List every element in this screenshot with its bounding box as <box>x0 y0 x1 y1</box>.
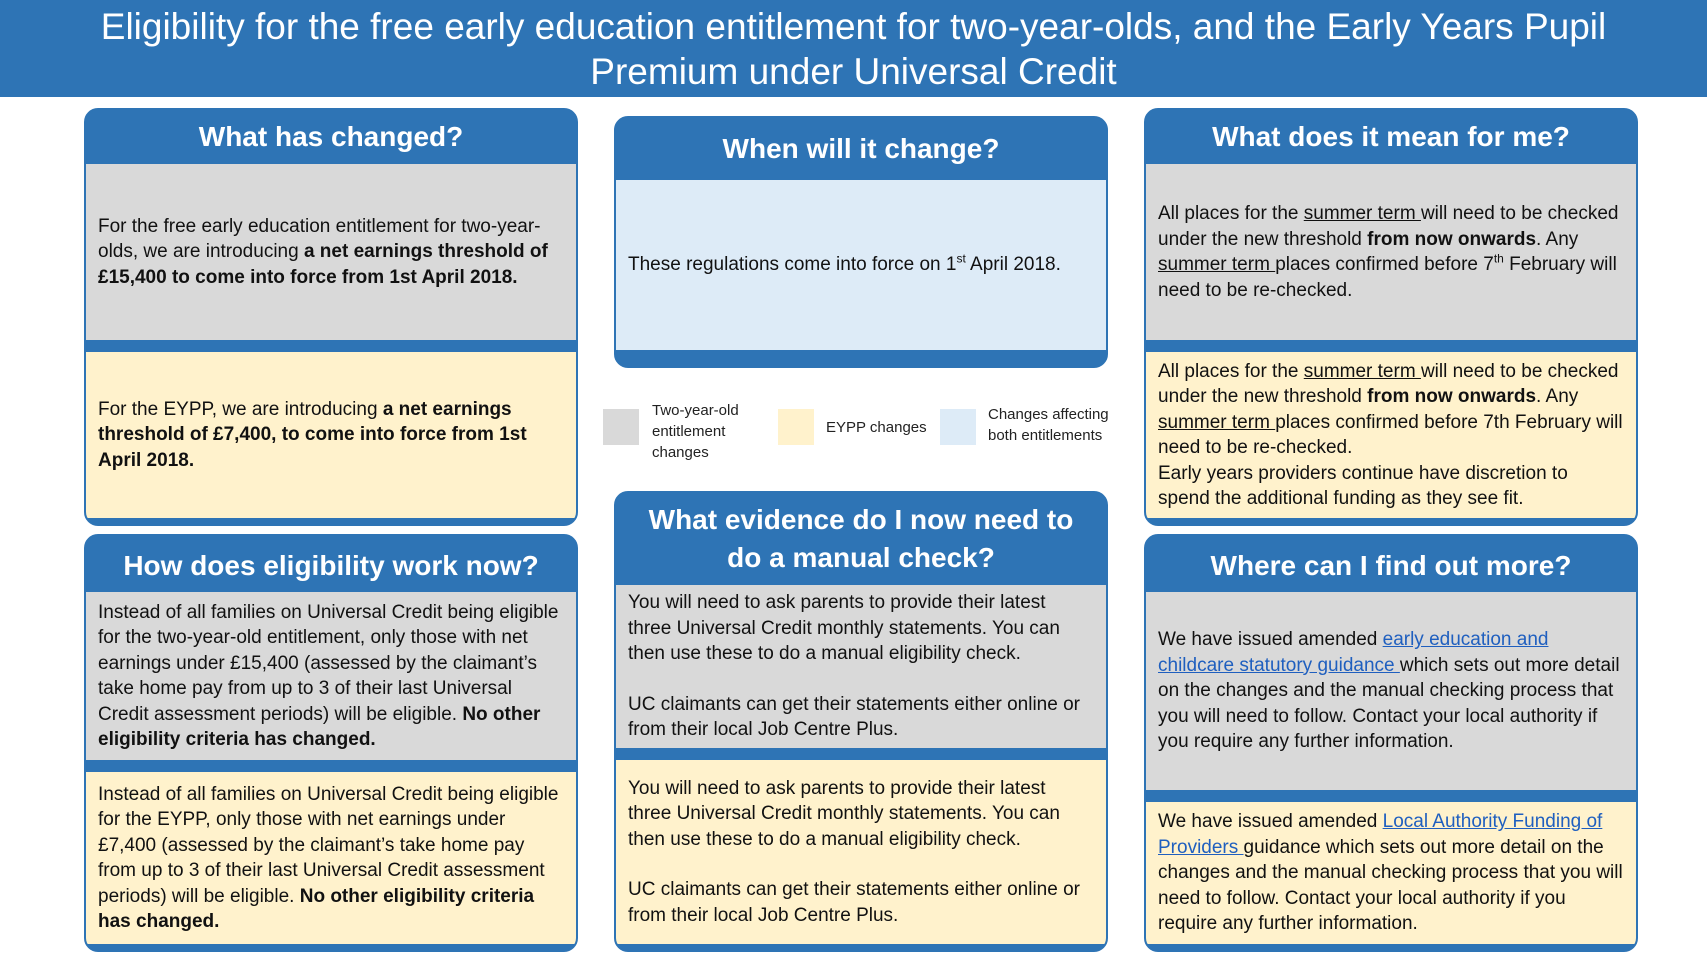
page-title-line2: Premium under Universal Credit <box>590 51 1117 92</box>
eligibility-eypp-section <box>86 772 576 944</box>
divider <box>86 340 576 352</box>
mean-two-year-section <box>1146 164 1636 340</box>
divider <box>1146 790 1636 802</box>
la-funding-providers-link[interactable]: Local Authority Funding of Providers <box>1158 811 1603 858</box>
legend-both-label: Changes affecting both entitlements <box>988 406 1109 444</box>
title-banner <box>0 0 1707 97</box>
page-title-line1: Eligibility for the free early education entitlement for two-year-olds, and the Early Years Pupil <box>100 6 1607 47</box>
when-will-it-change-panel <box>614 116 1108 368</box>
what-evidence-heading: What evidence do I now need to do a manual check? <box>648 504 1074 573</box>
what-changed-two-year-section <box>86 164 576 340</box>
eligibility-two-year-section <box>86 592 576 760</box>
legend-blue-swatch <box>940 409 976 445</box>
mean-two-year-text: All places for the summer term will need to be checked under the new threshold from now onwards. Any summer term places confirmed before 7th February will need to be re-checked. <box>1158 203 1619 301</box>
what-has-changed-heading: What has changed? <box>198 121 464 152</box>
legend-grey-swatch <box>603 409 639 445</box>
when-change-text: These regulations come into force on 1st April 2018. <box>628 251 1061 276</box>
divider <box>86 760 576 772</box>
how-does-eligibility-work-panel <box>84 534 578 952</box>
eligibility-eypp-text: Instead of all families on Universal Credit being eligible for the EYPP, only those with net earnings under £7,400 (assessed by the claimant’s take home pay from up to 3 of their last Universal Credit assessment periods) will be eligible. No other eligibility criteria has changed. <box>98 783 559 932</box>
legend-yellow-swatch <box>778 409 814 445</box>
legend-eypp-label: EYPP changes <box>826 419 927 436</box>
statutory-guidance-link[interactable]: early education and childcare statutory guidance <box>1158 629 1549 676</box>
what-does-it-mean-panel <box>1144 108 1638 526</box>
evidence-eypp-text: You will need to ask parents to provide their latest three Universal Credit monthly statements. You can then use these to do a manual eligibility check. UC claimants can get their statements either online or from their local Job Centre Plus. <box>628 777 1080 926</box>
where-find-out-more-panel <box>1144 534 1638 952</box>
divider <box>1146 340 1636 352</box>
find-more-two-year-section <box>1146 592 1636 790</box>
where-find-out-more-heading: Where can I find out more? <box>1210 550 1572 581</box>
evidence-two-year-text: You will need to ask parents to provide their latest three Universal Credit monthly statements. You can then use these to do a manual eligibility check. UC claimants can get their statements either online or from their local Job Centre Plus. <box>628 592 1080 741</box>
when-change-section <box>616 180 1106 350</box>
what-does-it-mean-heading: What does it mean for me? <box>1212 121 1570 152</box>
evidence-eypp-section <box>616 760 1106 944</box>
when-will-it-change-heading: When will it change? <box>722 133 1000 164</box>
legend-two-year-label: Two-year-old entitlement changes <box>652 402 739 461</box>
what-evidence-panel <box>614 491 1108 952</box>
find-more-two-year-text: We have issued amended early education and childcare statutory guidance which sets out more detail on the changes and the manual checking process that you will need to follow. Contact your local authority if you require any further information. <box>1158 629 1620 753</box>
what-changed-eypp-text: For the EYPP, we are introducing a net earnings threshold of £7,400, to come into force from 1st April 2018. <box>98 398 527 471</box>
what-changed-two-year-text: For the free early education entitlement for two-year-olds, we are introducing a net earnings threshold of £15,400 to come into force from 1st April 2018. <box>98 215 548 288</box>
evidence-two-year-section <box>616 585 1106 748</box>
how-does-eligibility-work-heading: How does eligibility work now? <box>123 550 539 581</box>
find-more-eypp-text: We have issued amended Local Authority Funding of Providers guidance which sets out more detail on the changes and the manual checking process that you will need to follow. Contact your local authority if you require any further information. <box>1158 811 1623 935</box>
divider <box>616 748 1106 760</box>
find-more-eypp-section <box>1146 802 1636 944</box>
mean-eypp-text: All places for the summer term will need to be checked under the new threshold from now onwards. Any summer term places confirmed before 7th February will need to be re-checked. Early years providers continue have discretion to spend the additional funding as they see fit. <box>1158 360 1623 509</box>
eligibility-two-year-text: Instead of all families on Universal Credit being eligible for the two-year-old entitlement, only those with net earnings under £15,400 (assessed by the claimant’s take home pay from up to 3 of their last Universal Credit assessment periods) will be eligible. No other eligibility criteria has changed. <box>98 601 559 750</box>
mean-eypp-section <box>1146 352 1636 518</box>
what-changed-eypp-section <box>86 352 576 518</box>
what-has-changed-panel <box>84 108 578 526</box>
